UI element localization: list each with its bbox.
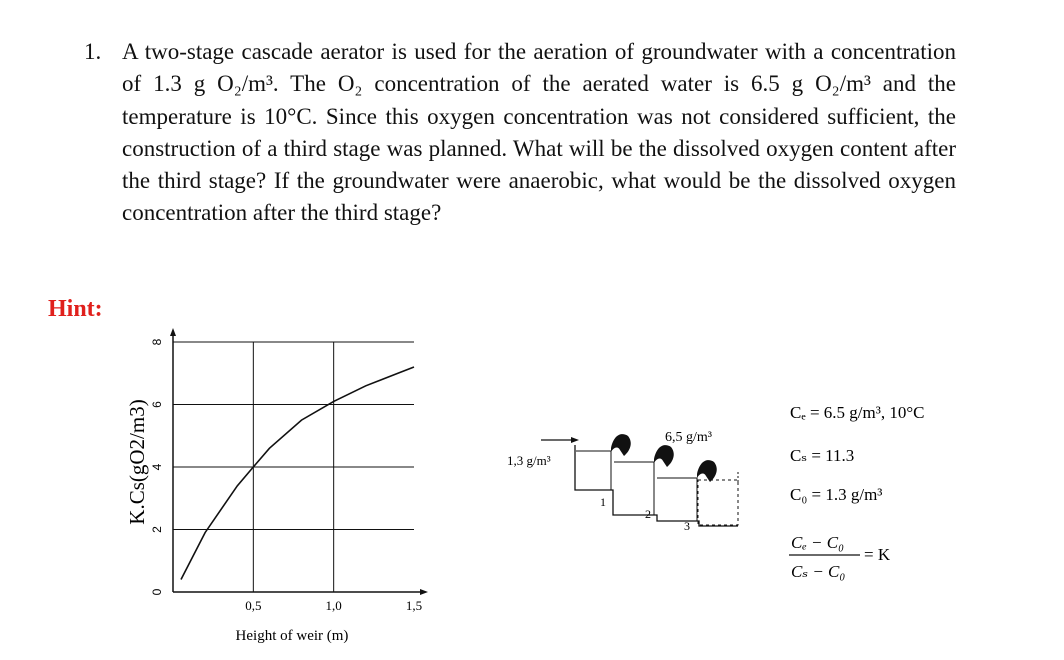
formula-cs: Cₛ = 11.3 <box>790 446 855 465</box>
waterfall-3-icon <box>697 460 717 482</box>
y-tick-label: 4 <box>150 463 165 471</box>
chart-series-line <box>181 367 414 580</box>
chart-grid <box>173 342 414 592</box>
x-tick-label: 0,5 <box>245 598 262 613</box>
x-tick-label: 1,0 <box>325 598 342 613</box>
y-tick-label: 6 <box>150 401 165 408</box>
waterfall-2-icon <box>654 445 674 467</box>
waterfall-1-icon <box>611 434 631 456</box>
formula-block <box>789 403 924 581</box>
formula-numerator: Cₑ − C₀ <box>791 533 845 552</box>
inflow-arrow-icon <box>571 437 579 443</box>
formula-k: = K <box>864 545 891 564</box>
hint-label: Hint: <box>48 296 103 322</box>
cascade-diagram <box>507 430 738 533</box>
planned-stage-tank <box>698 480 738 525</box>
stage-label-2: 2 <box>645 507 651 521</box>
stage-3-tank <box>657 478 697 521</box>
outflow-label: 6,5 g/m³ <box>665 430 712 445</box>
problem-text: A two-stage cascade aerator is used for the aeration of groundwater with a concentration of 1.3 g O₂/m³. The O₂ concentration of the aerated water is 6.5 g O₂/m³ and the temperature is 10°C. Since this oxygen concentration was not considered sufficient, the construction of a third stage was planned. What will be the dissolved oxygen content after the third stage? If the groundwater were anaerobic, what would be the dissolved oxygen concentration after the third stage? <box>122 39 956 226</box>
y-tick-label: 8 <box>150 338 165 346</box>
y-tick-label: 0 <box>150 588 165 596</box>
chart <box>125 328 428 644</box>
stage-1-tank <box>576 451 611 490</box>
y-axis-arrow-icon <box>170 328 176 336</box>
formula-denominator: Cₛ − C₀ <box>791 562 846 581</box>
inflow-label: 1,3 g/m³ <box>507 453 551 468</box>
stage-label-1: 1 <box>600 495 606 509</box>
x-tick-labels <box>245 598 422 613</box>
x-tick-label: 1,5 <box>405 598 423 613</box>
formula-c0: C₀ = 1.3 g/m³ <box>790 485 883 504</box>
stage-label-3: 3 <box>684 519 690 533</box>
y-axis-label: K.Cs(gO2/m3) <box>125 399 149 525</box>
y-tick-label: 2 <box>150 526 165 533</box>
problem-number: 1. <box>84 39 102 64</box>
y-tick-labels <box>150 338 164 595</box>
formula-ce: Cₑ = 6.5 g/m³, 10°C <box>790 403 925 422</box>
x-axis-arrow-icon <box>420 589 428 595</box>
x-axis-label: Height of weir (m) <box>235 628 349 644</box>
